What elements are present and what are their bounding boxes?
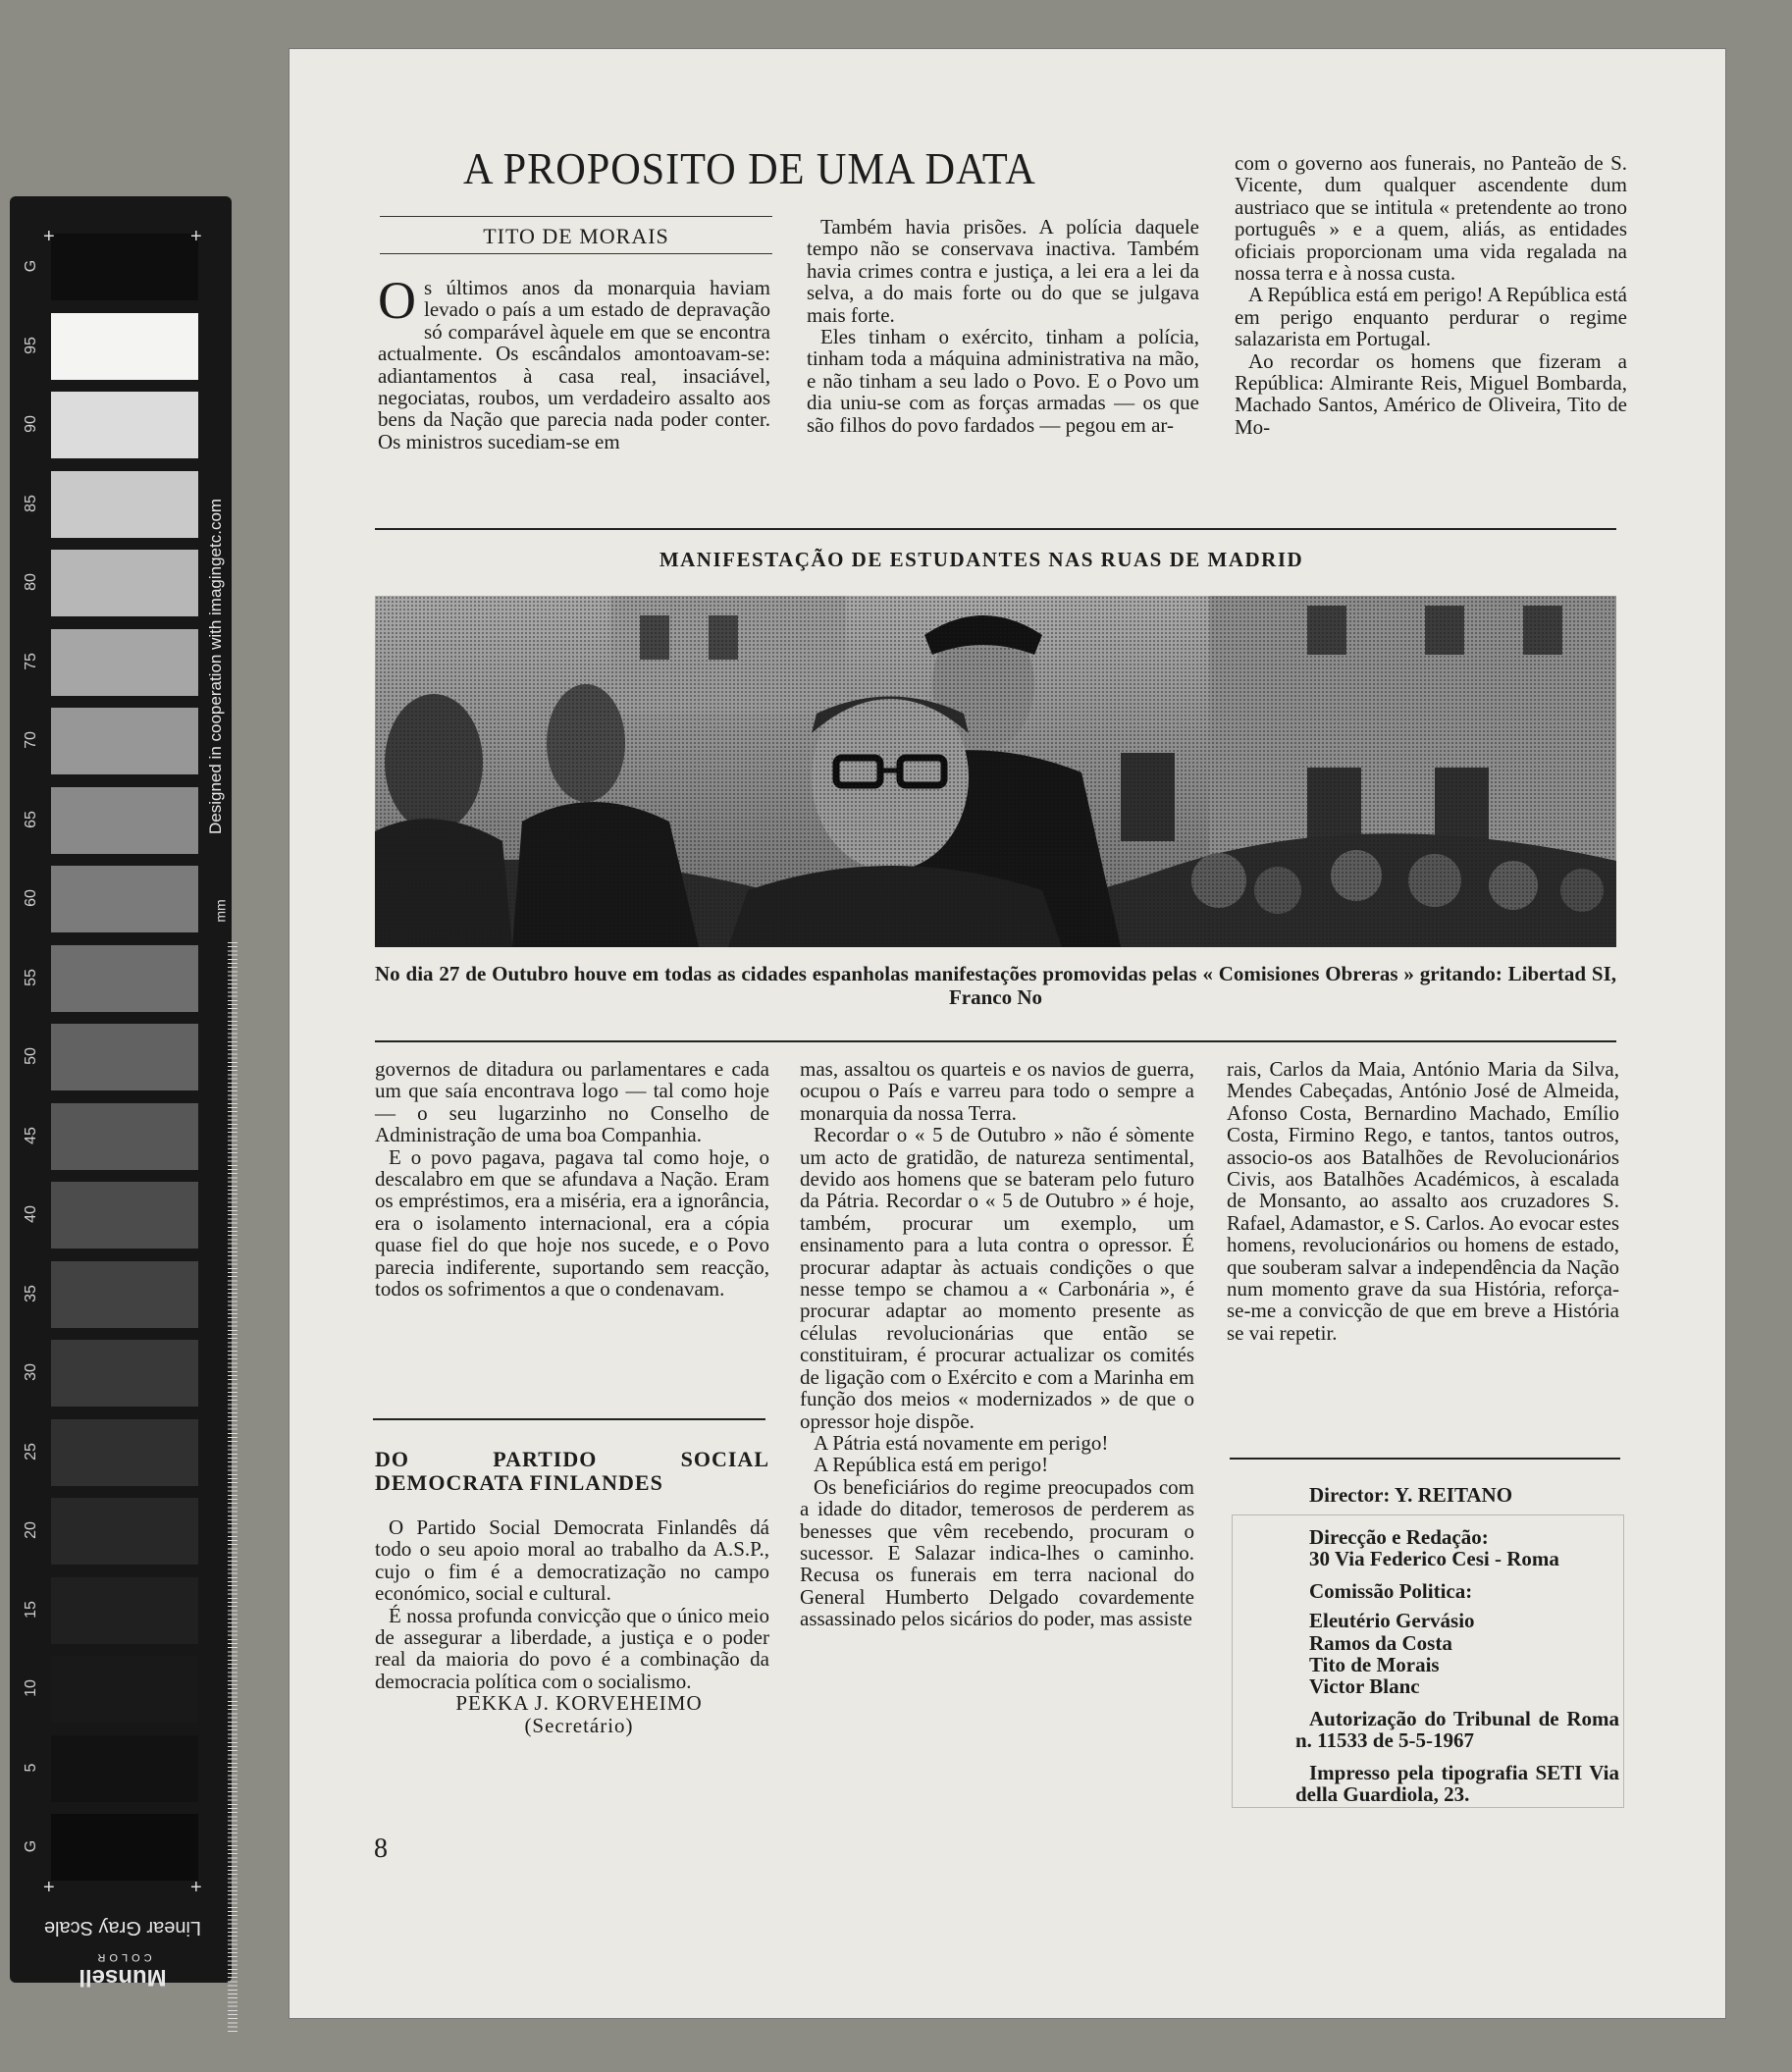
continuation-col-2 xyxy=(800,1058,1194,1630)
patch-label: 15 xyxy=(23,1600,39,1619)
article-headline: DO PARTIDO SOCIAL DEMOCRATA FINLANDES xyxy=(375,1447,769,1495)
member: Eleutério Gervásio xyxy=(1309,1609,1475,1633)
patch-label: 80 xyxy=(23,573,39,591)
article-byline: TITO DE MORAIS xyxy=(483,224,669,248)
article-paragraph: rais, Carlos da Maia, António Maria da Silva, Mendes Cabeçadas, António José de Almeida, Afonso Costa, Bernardino Machado, Emílio Costa, Firmino Rego, e tantos, tantos outros, associo-os aos Batalhões de Revolucionários Civis, aos Batalhões Académicos, à escalada de Monsanto, ao assalto aos cruzadores S. Rafael, Adamastor, e S. Carlos. Ao evocar estes homens, revolucionários ou homens de estado, que souberam salvar a independência da Nação num momento grave da sua História, reforça-se-me a convicção de que em breve a História se vai repetir. xyxy=(1227,1057,1619,1345)
munsell-logo xyxy=(49,1951,196,1991)
page-number: 8 xyxy=(374,1833,388,1864)
article-col-2 xyxy=(807,216,1199,436)
byline-rule xyxy=(380,253,772,254)
director: Director: Y. REITANO xyxy=(1309,1483,1513,1507)
patch-label: 70 xyxy=(23,731,39,749)
continuation-col-1 xyxy=(375,1058,769,1300)
crosshair-icon: + xyxy=(43,226,55,247)
patch-label: 35 xyxy=(23,1284,39,1302)
article-paragraph: É nossa profunda convicção que o único meio de assegurar a liberdade, a justiça e o poder real da maioria do povo é a combinação da democracia política com o socialismo. xyxy=(375,1603,769,1693)
signature: PEKKA J. KORVEHEIMO xyxy=(455,1691,703,1716)
section-divider xyxy=(1230,1458,1620,1460)
article-col-3 xyxy=(1235,152,1627,438)
patch-label: 30 xyxy=(23,1363,39,1381)
article-paragraph: governos de ditadura ou parlamentares e cada um que saía encontrava logo — tal como hoje — o seu lugarzinho no Conselho de Administração de uma boa Companhia. xyxy=(375,1057,769,1147)
gray-patch xyxy=(51,945,198,1012)
gray-patch xyxy=(51,787,198,854)
gray-patch xyxy=(51,629,198,696)
photo-title: MANIFESTAÇÃO DE ESTUDANTES NAS RUAS DE MADRID xyxy=(659,548,1304,571)
gray-patch xyxy=(51,1103,198,1170)
member: Ramos da Costa xyxy=(1309,1630,1452,1655)
printer: Impresso pela tipografia SETI Via della Guardiola, 23. xyxy=(1295,1760,1619,1807)
drop-cap: O xyxy=(378,271,416,330)
byline-rule xyxy=(380,216,772,217)
gray-patch xyxy=(51,1024,198,1090)
redacao-label: Direcção e Redação: xyxy=(1309,1525,1489,1549)
patch-label: 5 xyxy=(23,1763,39,1772)
article-paragraph: A República está em perigo! A República está em perigo enquanto perdurar o regime salazarista em Portugal. xyxy=(1235,283,1627,351)
gray-patch xyxy=(51,1261,198,1328)
gray-patch xyxy=(51,392,198,458)
masthead xyxy=(1295,1526,1619,1805)
scale-credit xyxy=(206,498,226,834)
article-paragraph: O Partido Social Democrata Finlandês dá todo o seu apoio moral ao trabalho da A.S.P., cujo o fim é a democratização no campo económico, social e cultural. xyxy=(375,1515,769,1606)
gray-patch xyxy=(51,313,198,380)
section-divider xyxy=(375,528,1616,530)
gray-patch xyxy=(51,550,198,616)
patch-label: 90 xyxy=(23,415,39,433)
article-paragraph: A Pátria está novamente em perigo! xyxy=(814,1430,1109,1455)
gray-patch xyxy=(51,471,198,538)
patch-label: G xyxy=(23,1839,39,1853)
newspaper-page xyxy=(290,49,1725,2018)
patch-label: 10 xyxy=(23,1679,39,1697)
patch-label: 45 xyxy=(23,1126,39,1144)
section-divider xyxy=(375,1040,1616,1042)
article-paragraph: Recordar o « 5 de Outubro » não é sòmente um acto de gratidão, de natureza sentimental, devido aos homens que se bateram pelo futuro da Pátria. Recordar o « 5 de Outubro » é hoje, também, procurar um exemplo, um ensinamento para a luta contra o opressor. É procurar adaptar às actuais condições o que nesse tempo se chamou a « Carbonária », é procurar adaptar ao momento presente as células revolucionárias que então se constituiram, é procurar actualizar os comités de ligação com o Exército e com a Marinha em função dos meios « modernizados » de que o opressor hoje dispõe. xyxy=(800,1123,1194,1433)
gray-patch xyxy=(51,1182,198,1249)
member: Victor Blanc xyxy=(1309,1674,1420,1699)
patch-label: 25 xyxy=(23,1442,39,1461)
director-line xyxy=(1295,1484,1619,1506)
comissao-label: Comissão Politica: xyxy=(1309,1578,1473,1603)
article-paragraph: com o governo aos funerais, no Panteão de S. Vicente, dum qualquer ascendente dum austriaco que se intitula « pretendente ao trono português » e a quem, aliás, as entidades oficiais proporcionam uma vida regalada na nossa terra e à nossa custa. xyxy=(1235,151,1627,286)
mm-ruler xyxy=(228,942,237,2032)
crosshair-icon: + xyxy=(43,1877,55,1898)
gray-patch xyxy=(51,866,198,932)
patch-label: 50 xyxy=(23,1047,39,1065)
article-text: s últimos anos da monarquia haviam levado o país a um estado de depravação só comparável àquele em que se encontra actualmente. Os escândalos amontoavam-se: adiantamentos à casa real, insaciável, negociatas, roubos, um verdadeiro assalto aos bens da Nação que parecia nada poder conter. Os ministros sucediam-se em xyxy=(378,276,770,453)
member: Tito de Morais xyxy=(1309,1653,1440,1677)
patch-label: G xyxy=(23,259,39,273)
patch-label: 60 xyxy=(23,889,39,907)
patch-label: 40 xyxy=(23,1205,39,1223)
gray-patch xyxy=(51,1656,198,1723)
patch-label: 85 xyxy=(23,494,39,512)
munsell-sub: COLOR xyxy=(93,1951,152,1963)
gray-patch xyxy=(51,1340,198,1407)
authorization: Autorização do Tribunal de Roma n. 11533 de 5-5-1967 xyxy=(1295,1706,1619,1753)
scale-credit-text: Designed in cooperation with imagingetc.com xyxy=(206,498,225,834)
article-paragraph: Eles tinham o exército, tinham a polícia, tinham toda a máquina administrativa na mão, e não tinham a seu lado o Povo. E o Povo um dia uniu-se com as forças armadas — os que são filhos do povo fardados — pegou em ar- xyxy=(807,325,1199,437)
section-divider xyxy=(373,1418,765,1420)
patch-label: 65 xyxy=(23,810,39,828)
article-paragraph: E o povo pagava, pagava tal como hoje, o descalabro em que se afundava a Nação. Eram os empréstimos, era a miséria, era a ignorância, era o isolamento internacional, era a cópia quase fiel do que hoje nos sucede, e o Povo parecia indiferente, suportando sem reacção, todos os sofrimentos a que o condenavam. xyxy=(375,1144,769,1302)
gray-scale-strip xyxy=(10,196,232,1991)
crosshair-icon: + xyxy=(190,1877,202,1898)
redacao-address: 30 Via Federico Cesi - Roma xyxy=(1309,1547,1559,1571)
patch-label: 75 xyxy=(23,652,39,670)
finnish-article xyxy=(375,1448,769,1736)
article-col-1 xyxy=(378,271,770,453)
patch-label: 55 xyxy=(23,968,39,986)
photo-caption: No dia 27 de Outubro houve em todas as cidades espanholas manifestações promovidas pelas « Comisiones Obreras » gritando: Libertad SI, Franco No xyxy=(375,962,1616,1009)
article-paragraph: Os beneficiários do regime preocupados com a idade do ditador, temerosos de perderem as benesses que vêm recebendo, procuram o sucessor. E Salazar indica-lhes o caminho. Recusa os funerais em terra nacional do General Humberto Delgado covardemente assassinado pelos sicários do poder, mas assiste xyxy=(800,1474,1194,1631)
patch-label: 20 xyxy=(23,1521,39,1539)
mm-label: mm xyxy=(212,899,229,923)
signature-role: (Secretário) xyxy=(524,1713,634,1737)
gray-scale-title: Linear Gray Scale xyxy=(43,1917,202,1939)
article-paragraph: mas, assaltou os quarteis e os navios de guerra, ocupou o País e varreu para todo o sempre a monarquia da nossa Terra. xyxy=(800,1057,1194,1125)
gray-patch xyxy=(51,1498,198,1565)
gray-patch xyxy=(51,1577,198,1644)
gray-patch xyxy=(51,708,198,774)
article-headline: A PROPOSITO DE UMA DATA xyxy=(463,143,1036,193)
continuation-col-3 xyxy=(1227,1058,1619,1344)
article-paragraph: Também havia prisões. A polícia daquele tempo não se conservava inactiva. Também havia crimes contra e justiça, a lei era a lei da selva, a do mais forte ou do que se julgava mais forte. xyxy=(807,215,1199,327)
gray-patch xyxy=(51,1735,198,1802)
gray-patch xyxy=(51,1419,198,1486)
gray-patch xyxy=(51,234,198,300)
article-paragraph: A República está em perigo! xyxy=(814,1453,1049,1477)
crosshair-icon: + xyxy=(190,226,202,247)
news-photo xyxy=(375,596,1616,947)
article-paragraph: Ao recordar os homens que fizeram a República: Almirante Reis, Miguel Bombarda, Machado Santos, Américo de Oliveira, Tito de Mo- xyxy=(1235,348,1627,439)
gray-patch xyxy=(51,1814,198,1881)
patch-label: 95 xyxy=(23,336,39,354)
munsell-brand: Munsell xyxy=(79,1964,167,1991)
protest-photo-illustration xyxy=(375,596,1616,947)
